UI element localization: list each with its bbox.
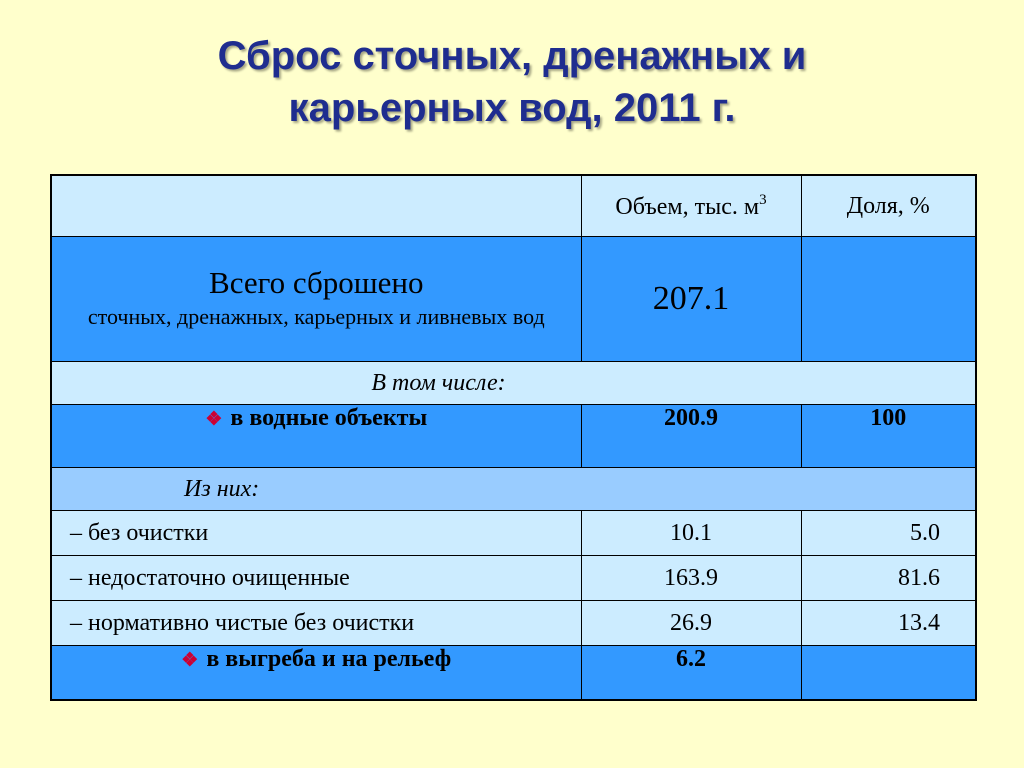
including-row (51, 362, 976, 405)
cesspools-label-cell (51, 646, 581, 701)
row-share: 5.0 (801, 511, 976, 556)
title-line-2: карьерных вод, 2011 г. (288, 86, 736, 130)
including-label: В том числе: (51, 362, 976, 405)
row-volume: 10.1 (581, 511, 801, 556)
table-row (51, 556, 976, 601)
cesspools-row (51, 646, 976, 701)
title-line-1: Сброс сточных, дренажных и (217, 34, 807, 78)
total-subtitle: сточных, дренажных, карьерных и ливневых вод (87, 304, 545, 329)
cesspools-volume: 6.2 (581, 646, 801, 701)
total-label-cell (51, 237, 581, 362)
header-volume: Объем, тыс. $м^3$ (581, 175, 801, 237)
total-volume: 207.1 (581, 237, 801, 362)
header-share: Доля, % (801, 175, 976, 237)
total-share (801, 237, 976, 362)
row-share: 13.4 (801, 601, 976, 646)
of-them-row (51, 468, 976, 511)
row-label: – недостаточно очищенные (51, 556, 581, 601)
total-title: Всего сброшено (209, 265, 424, 300)
header-row (51, 175, 976, 237)
total-row (51, 237, 976, 362)
row-share: 81.6 (801, 556, 976, 601)
water-objects-row (51, 405, 976, 468)
discharge-table (50, 174, 977, 701)
row-label: – без очистки (51, 511, 581, 556)
table-row (51, 511, 976, 556)
row-volume: 163.9 (581, 556, 801, 601)
table-row (51, 601, 976, 646)
header-empty-cell (51, 175, 581, 237)
row-label: – нормативно чистые без очистки (51, 601, 581, 646)
four-diamond-bullet-icon: ❖ (205, 409, 223, 430)
water-objects-volume: 200.9 (581, 405, 801, 468)
four-diamond-bullet-icon: ❖ (181, 650, 199, 671)
cesspools-label: в выгреба и на рельеф (206, 646, 452, 672)
of-them-label: Из них: (51, 468, 976, 511)
row-volume: 26.9 (581, 601, 801, 646)
water-objects-share: 100 (801, 405, 976, 468)
water-objects-label-cell (51, 405, 581, 468)
slide-title (0, 30, 1024, 134)
water-objects-label: в водные объекты (230, 405, 428, 431)
cesspools-share (801, 646, 976, 701)
